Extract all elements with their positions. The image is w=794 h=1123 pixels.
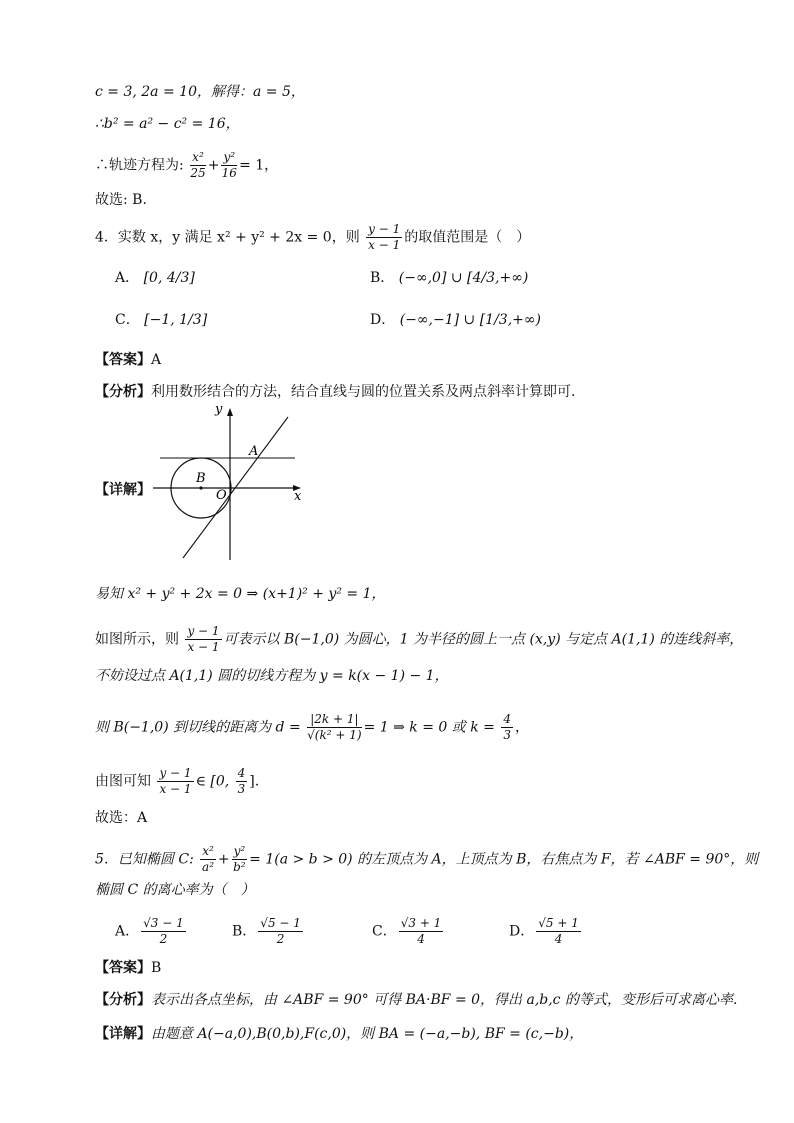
point-b-label: B	[196, 471, 206, 486]
origin-label: O	[216, 488, 227, 503]
q5-option-a: A． $\frac{√3 - 1}{2}$	[115, 916, 184, 946]
q4-option-c: C． [−1, 1/3]	[115, 312, 208, 328]
explain-1: 易知 x² + y² + 2x = 0 ⇒ (x+1)² + y² = 1，	[95, 586, 386, 602]
q5-option-c: C． $\frac{√3 + 1}{4}$	[372, 916, 442, 946]
question-5-cont: 椭圆 C 的离心率为（ ）	[95, 882, 255, 898]
circle-tangent-figure	[148, 405, 308, 565]
point-a-label: A	[249, 444, 259, 459]
q5-option-b: B． $\frac{√5 - 1}{2}$	[232, 916, 301, 946]
explain-5: 由图可知 $\frac{y - 1}{x - 1}$ ∈ [0, $\frac{4}{3}$ ].	[95, 766, 260, 796]
explain-4: 则 B(−1,0) 到切线的距离为 d = $\frac{|2k + 1|}{\text{√(k² + 1)}}$ = 1 ⇒ k = 0 或 k = $\frac{4}{3}$ ，	[95, 712, 529, 742]
fraction: $\frac{y - 1}{x - 1}$	[187, 624, 220, 654]
solve-line-2: ∴b² = a² − c² = 16，	[95, 116, 240, 132]
q4-option-b: B． (−∞,0] ∪ [4/3,+∞)	[370, 270, 529, 286]
explain-2: 如图所示，则 $\frac{y - 1}{x - 1}$ 可表示以 B(−1,0) 为圆心，1 为半径的圆上一点 (x,y) 与定点 A(1,1) 的连线斜率，	[95, 624, 744, 654]
fraction: $\frac{√5 + 1}{4}$	[538, 916, 579, 946]
fraction: $\frac{√5 - 1}{2}$	[260, 916, 301, 946]
q4-option-a: A． [0, 4/3]	[115, 270, 195, 286]
detail-label-4: 【详解】	[95, 482, 151, 498]
fraction: $\frac{|2k + 1|}{\text{√(k² + 1)}}$	[307, 712, 362, 742]
answer-4: 【答案】A	[95, 352, 162, 368]
solve-line-1: c = 3, 2a = 10，解得：a = 5，	[95, 84, 305, 100]
question-4: 4．实数 x，y 满足 x² + y² + 2x = 0，则 $\frac{y - 1}{x - 1}$ 的取值范围是（ ）	[95, 222, 531, 252]
fraction: $\frac{\text{y²}}{16}$	[221, 150, 237, 180]
fraction: $\frac{√3 - 1}{2}$	[143, 916, 184, 946]
detail-5: 【详解】由题意 A(−a,0),B(0,b),F(c,0)，则 BA = (−a,−b), BF = (c,−b)，	[95, 1026, 584, 1042]
choice-line: 故选: B.	[95, 192, 147, 208]
q5-option-d: D． $\frac{√5 + 1}{4}$	[509, 916, 579, 946]
choice-line-4: 故选：A	[95, 810, 148, 826]
q4-option-d: D． (−∞,−1] ∪ [1/3,+∞)	[370, 312, 542, 328]
trajectory-equation: ∴轨迹方程为: $\frac{\text{x²}}{25}$ + $\frac{\text{y²}}{16}$ = 1，	[95, 150, 279, 180]
fraction: $\frac{√3 + 1}{4}$	[400, 916, 442, 946]
y-axis-label: y	[215, 405, 223, 417]
analysis-5: 【分析】表示出各点坐标，由 ∠ABF = 90° 可得 BA·BF = 0，得出 a,b,c 的等式，变形后可求离心率.	[95, 992, 738, 1008]
explain-3: 不妨设过点 A(1,1) 圆的切线方程为 y = k(x − 1) − 1，	[95, 668, 449, 684]
fraction: $\frac{y - 1}{x - 1}$	[368, 222, 401, 252]
answer-5: 【答案】B	[95, 960, 162, 976]
fraction: $\frac{4}{3}$	[237, 766, 246, 796]
fraction: $\frac{\text{y²}}{\text{b²}}$	[233, 844, 246, 874]
analysis-4: 【分析】利用数形结合的方法，结合直线与圆的位置关系及两点斜率计算即可.	[95, 384, 576, 400]
question-5: 5．已知椭圆 C: $\frac{\text{x²}}{\text{a²}}$ + $\frac{\text{y²}}{\text{b²}}$ = 1(a > b > 0) 的左顶点为 A，上顶点为 B，右焦点为 F，若 ∠ABF = 90°，则	[95, 844, 759, 874]
fraction: $\frac{y - 1}{x - 1}$	[159, 766, 192, 796]
x-axis-label: x	[294, 489, 302, 504]
fraction: $\frac{\text{x²}}{\text{a²}}$	[202, 844, 215, 874]
fraction: $\frac{\text{x²}}{25}$	[190, 150, 206, 180]
fraction: $\frac{4}{3}$	[503, 712, 511, 742]
